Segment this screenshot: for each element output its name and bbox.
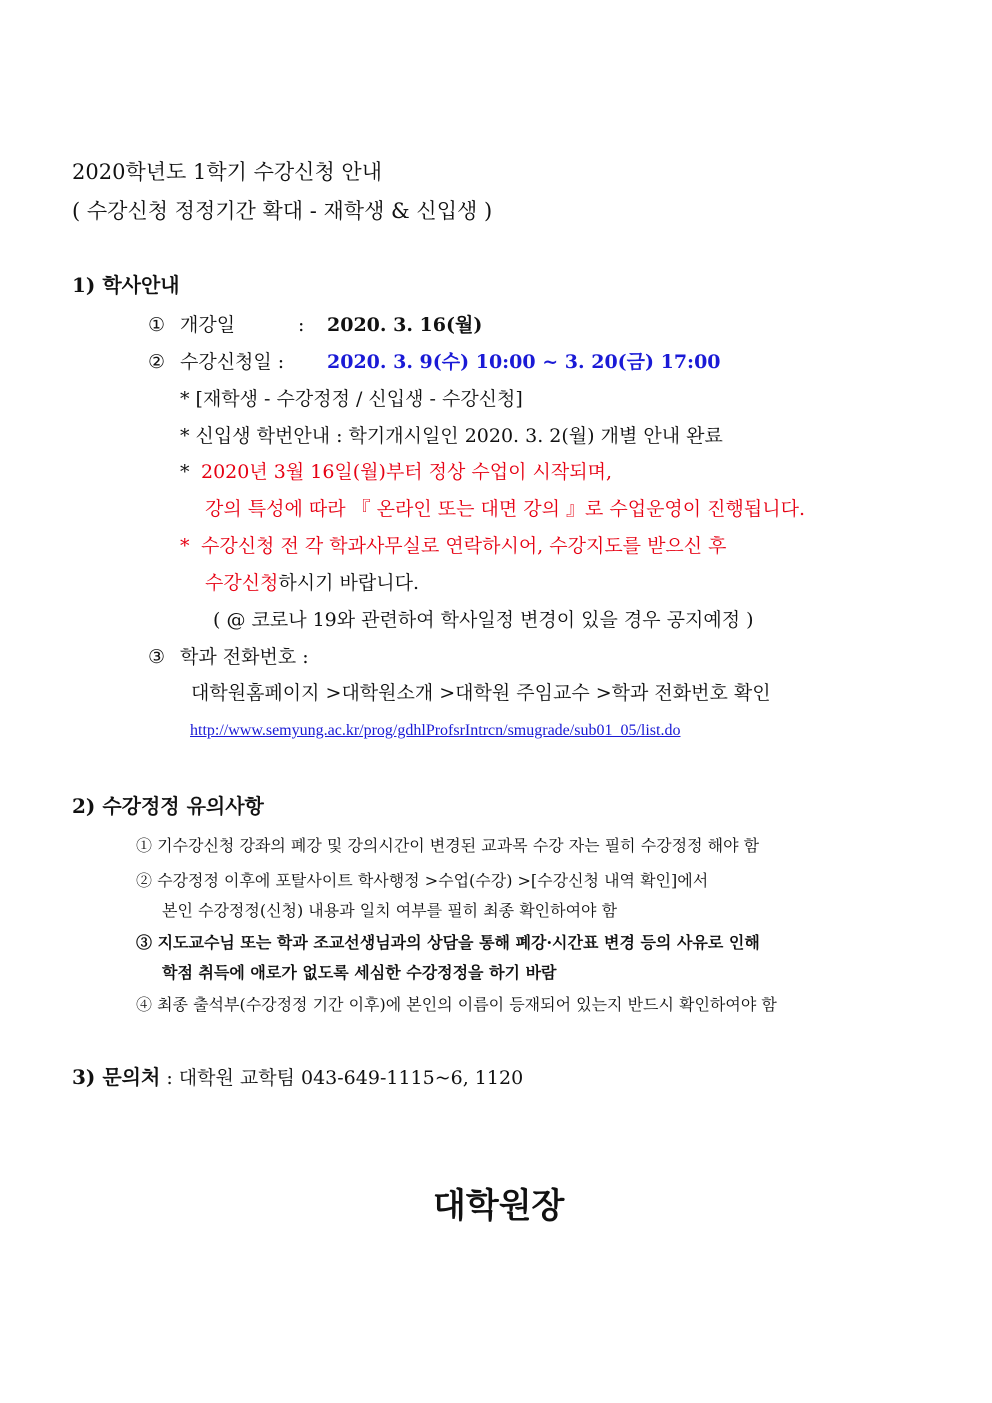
- section3-heading: 3) 문의처: [72, 1065, 161, 1089]
- dept-phone-link[interactable]: http://www.semyung.ac.kr/prog/gdhlProfsrIntrcn/smugrade/sub01_05/list.do: [190, 722, 681, 739]
- note-class-start: 2020년 3월 16일(월)부터 정상 수업이 시작되며,: [201, 461, 612, 483]
- note-class-start-star: *: [180, 461, 190, 483]
- section3-line: [72, 1067, 523, 1088]
- notice-subtitle: ( 수강신청 정정기간 확대 - 재학생 & 신입생 ): [72, 199, 493, 223]
- dept-phone-label: 학과 전화번호 :: [180, 646, 309, 668]
- opening-date-colon: :: [298, 314, 305, 336]
- dept-phone-marker: ③: [148, 646, 166, 668]
- note-guidance-star: *: [180, 535, 190, 557]
- dept-phone-path: 대학원홈페이지 >대학원소개 >대학원 주임교수 >학과 전화번호 확인: [191, 682, 771, 704]
- caution-item-1: ① 기수강신청 강좌의 폐강 및 강의시간이 변경된 교과목 수강 자는 필히 수강정정 해야 함: [136, 836, 760, 855]
- signature: 대학원장: [433, 1186, 565, 1226]
- caution-item-4: ④ 최종 출석부(수강정정 기간 이후)에 본인의 이름이 등재되어 있는지 반드시 확인하여야 함: [136, 995, 777, 1014]
- notice-title: 2020학년도 1학기 수강신청 안내: [72, 160, 382, 184]
- note-guidance-cont: [205, 574, 419, 593]
- section1-heading: 1) 학사안내: [72, 273, 180, 297]
- registration-period-label: 수강신청일 :: [180, 351, 285, 373]
- registration-period-marker: ②: [148, 351, 166, 373]
- note-guidance-red: 수강신청: [205, 572, 279, 594]
- section2-heading: 2) 수강정정 유의사항: [72, 794, 264, 818]
- note-covid: ( @ 코로나 19와 관련하여 학사일정 변경이 있을 경우 공지예정 ): [213, 609, 754, 631]
- note-guidance: 수강신청 전 각 학과사무실로 연락하시어, 수강지도를 받으신 후: [201, 535, 727, 557]
- note-student-types: * [재학생 - 수강정정 / 신입생 - 수강신청]: [180, 388, 523, 410]
- opening-date-label: 개강일: [180, 314, 236, 336]
- opening-date-marker: ①: [148, 314, 166, 336]
- note-online-lecture: 강의 특성에 따라 『 온라인 또는 대면 강의 』로 수업운영이 진행됩니다.: [205, 498, 805, 520]
- opening-date-value: 2020. 3. 16(월): [327, 314, 483, 336]
- caution-item-3-cont: 학점 취득에 애로가 없도록 세심한 수강정정을 하기 바람: [162, 963, 557, 982]
- caution-item-2: ② 수강정정 이후에 포탈사이트 학사행정 >수업(수강) >[수강신청 내역 확인]에서: [136, 871, 709, 890]
- caution-item-3: ③ 지도교수님 또는 학과 조교선생님과의 상담을 통해 폐강·시간표 변경 등의 사유로 인해: [136, 933, 760, 952]
- note-guidance-rest: 하시기 바랍니다.: [278, 572, 419, 594]
- note-freshman-id: * 신입생 학번안내 : 학기개시일인 2020. 3. 2(월) 개별 안내 완료: [180, 425, 723, 447]
- registration-period-value: 2020. 3. 9(수) 10:00 ~ 3. 20(금) 17:00: [327, 351, 721, 373]
- caution-item-2-cont: 본인 수강정정(신청) 내용과 일치 여부를 필히 최종 확인하여야 함: [162, 901, 618, 920]
- contact-info: : 대학원 교학팀 043-649-1115~6, 1120: [160, 1067, 524, 1089]
